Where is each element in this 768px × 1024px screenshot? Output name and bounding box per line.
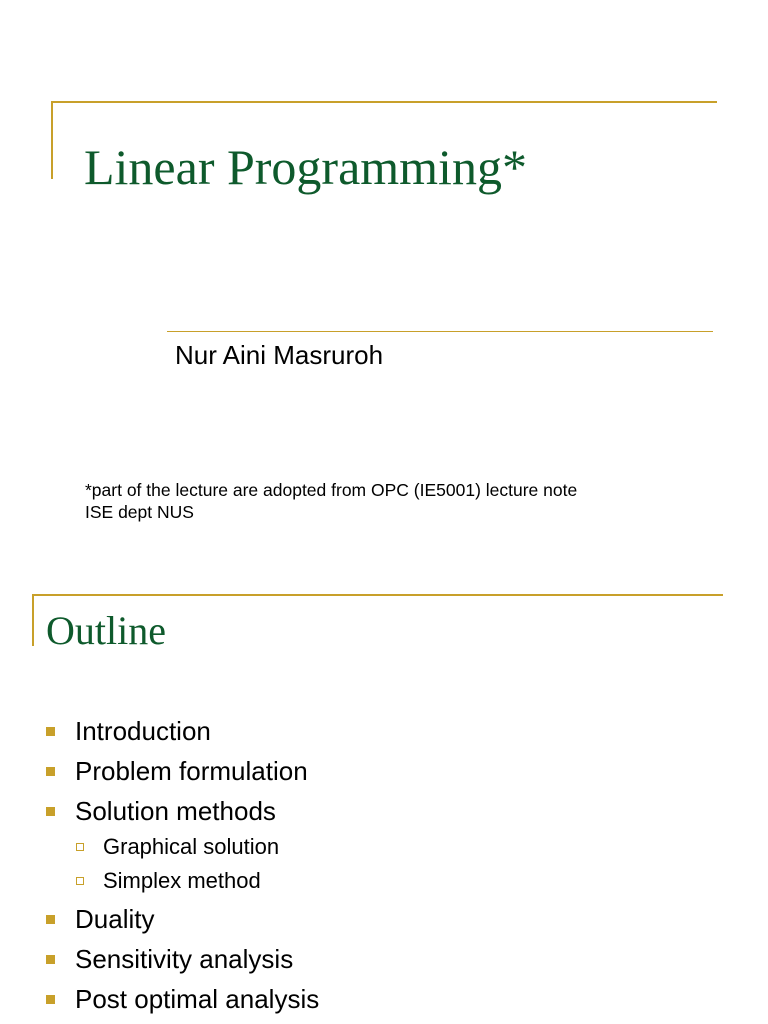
top-rule: [32, 594, 723, 596]
left-rule: [51, 101, 53, 179]
hollow-square-bullet-icon: [76, 877, 84, 885]
top-rule: [51, 101, 717, 103]
bullet-square-icon: [46, 915, 55, 924]
author-name: Nur Aini Masruroh: [175, 340, 384, 370]
list-item-text: Post optimal analysis: [75, 984, 320, 1014]
footnote-line: *part of the lecture are adopted from OPC (IE5001) lecture note: [85, 480, 578, 500]
list-item-text: Simplex method: [103, 868, 261, 893]
bullet-square-icon: [46, 767, 55, 776]
bullet-square-icon: [46, 995, 55, 1004]
list-item-text: Problem formulation: [75, 756, 308, 786]
footnote: [85, 479, 577, 523]
list-item-text: Duality: [75, 904, 155, 934]
bullet-square-icon: [46, 727, 55, 736]
footnote-line: ISE dept NUS: [85, 502, 194, 522]
outline-title: Outline: [46, 608, 166, 653]
list-item-text: Introduction: [75, 716, 211, 746]
bullet-square-icon: [46, 955, 55, 964]
left-rule: [32, 594, 34, 646]
list-item-text: Sensitivity analysis: [75, 944, 294, 974]
list-item-text: Graphical solution: [103, 834, 280, 859]
bullet-square-icon: [46, 807, 55, 816]
author-rule: [167, 331, 713, 332]
slide-title: Linear Programming*: [84, 139, 527, 195]
list-item-text: Solution methods: [75, 796, 276, 826]
hollow-square-bullet-icon: [76, 843, 84, 851]
